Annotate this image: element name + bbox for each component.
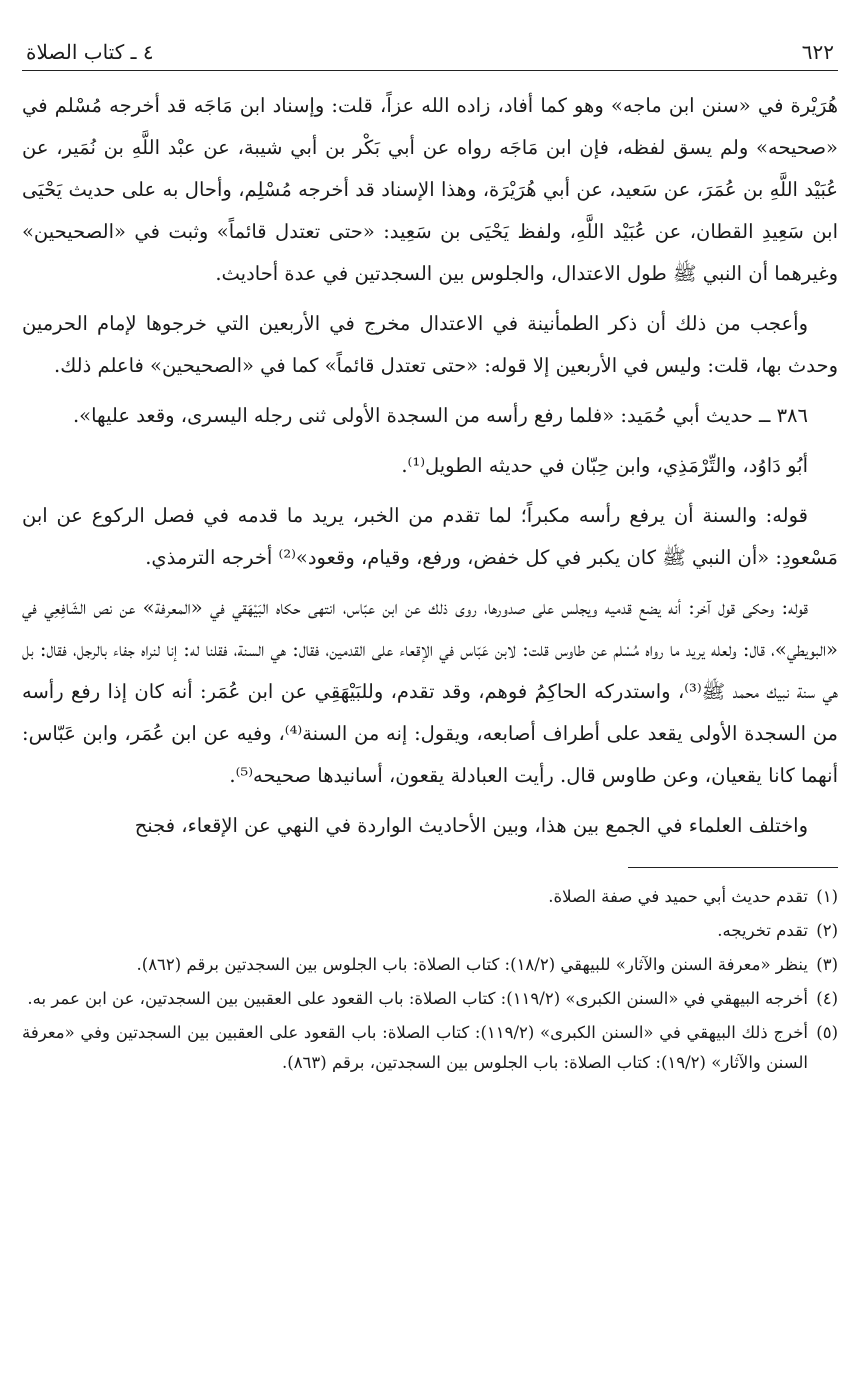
footnote-number: (١) [816, 887, 838, 906]
footnote [22, 882, 838, 912]
footnote-number: (٣) [816, 955, 838, 974]
footnote-number: (٤) [816, 989, 838, 1008]
chapter-title: ٤ ـ كتاب الصلاة [26, 40, 154, 64]
header-rule [22, 70, 838, 71]
paragraph: ٣٨٦ ــ حديث أبي حُمَيد: «فلما رفع رأسه من السجدة الأولى ثنى رجله اليسرى، وقعد عليها». [72, 404, 808, 427]
main-text [22, 85, 838, 847]
footnote-number: (٢) [816, 921, 838, 940]
footnote-text: تقدم حديث أبي حميد في صفة الصلاة. [548, 887, 808, 906]
paragraph: واختلف العلماء في الجمع بين هذا، وبين الأحاديث الواردة في النهي عن الإقعاء، فجنح [134, 814, 808, 837]
footnotes [22, 882, 838, 1078]
paragraph: قوله: وحكى قول آخر: أنه يضع قدميه ويجلس على صدورها، روى ذلك عن ابن عبّاس، انتهى حكاه البَيْهَقي في «المعرفة» عن نص الشَافِعِي في «البويطي»، قال: ولعله يريد ما رواه مُسْلم عن طاوس قلت: لابن عَبّاس في الإقعاء على القدمين، فقال: هي السنة، فقلنا له: إنا لنراه جفاء بالرجل، فقال: بل هي سنة نبيك محمد ﷺ⁽³⁾، واستدركه الحاكِمُ فوهم، وقد تقدم، وللبَيْهَقِي عن ابن عُمَر: أنه كان إذا رفع رأسه من السجدة الأولى يقعد على أطراف أصابعه، ويقول: إنه من السنة⁽⁴⁾، وفيه عن ابن عُمَر، وابن عَبّاس: أنهما كانا يقعيان، وعن طاوس قال. رأيت العبادلة يقعون، أسانيدها صحيحه⁽⁵⁾. [22, 596, 839, 787]
paragraph: وأعجب من ذلك أن ذكر الطمأنينة في الاعتدال مخرج في الأربعين التي خرجوها لإمام الحرمين وحدث بها، قلت: وليس في الأربعين إلا قوله: «حتى تعتدل قائماً» كما في «الصحيحين» فاعلم ذلك. [22, 312, 838, 377]
footnote [22, 984, 838, 1014]
paragraph: أبُو دَاوُد، والتِّرْمَذِي، وابن حِبّان في حديثه الطويل⁽¹⁾. [401, 454, 808, 477]
footnote-text: أخرج ذلك البيهقي في «السنن الكبرى» (١١٩/٢): كتاب الصلاة: باب القعود على العقبين بين السجدتين وفي «معرفة السنن والآثار» (١٩/٢): كتاب الصلاة: باب الجلوس بين السجدتين، برقم (٨٦٣). [22, 1023, 808, 1072]
footnote [22, 916, 838, 946]
footnote [22, 1018, 838, 1078]
page-number: ٦٢٢ [801, 40, 834, 64]
footnote-text: تقدم تخريجه. [717, 921, 808, 940]
footnote [22, 950, 838, 980]
footnote-number: (٥) [816, 1023, 838, 1042]
running-header [22, 40, 838, 68]
page [22, 40, 838, 1082]
footnote-text: أخرجه البيهقي في «السنن الكبرى» (١١٩/٢): كتاب الصلاة: باب القعود على العقبين بين السجدتين، عن ابن عمر به. [27, 989, 808, 1008]
footnote-rule [628, 867, 838, 868]
paragraph: قوله: والسنة أن يرفع رأسه مكبراً؛ لما تقدم من الخبر، يريد ما قدمه في فصل الركوع عن ابن مَسْعودِ: «أن النبي ﷺ كان يكبر في كل خفض، ورفع، وقيام، وقعود»⁽²⁾ أخرجه الترمذي. [22, 504, 838, 569]
paragraph: هُرَيْرة في «سنن ابن ماجه» وهو كما أفاد، زاده الله عزاً، قلت: وإسناد ابن مَاجَه قد أخرجه مُسْلم في «صحيحه» ولم يسق لفظه، فإن ابن مَاجَه رواه عن أبي بَكْر بن أبي شيبة، عن عبْد اللَّهِ بن نُمَير، عن عُبَيْد اللَّهِ بن عُمَرَ، عن سَعيد، عن أبي هُرَيْرَة، وهذا الإسناد قد أخرجه مُسْلِم، وأحال به على حديث يَحْيَى ابن سَعِيدِ القطان، عن عُبَيْد اللَّهِ، ولفظ يَحْيَى بن سَعِيد: «حتى تعتدل قائماً» وثبت في «الصحيحين» وغيرهما أن النبي ﷺ طول الاعتدال، والجلوس بين السجدتين في عدة أحاديث. [22, 94, 838, 285]
footnote-text: ينظر «معرفة السنن والآثار» للبيهقي (١٨/٢): كتاب الصلاة: باب الجلوس بين السجدتين برقم (٨٦٢). [136, 955, 808, 974]
